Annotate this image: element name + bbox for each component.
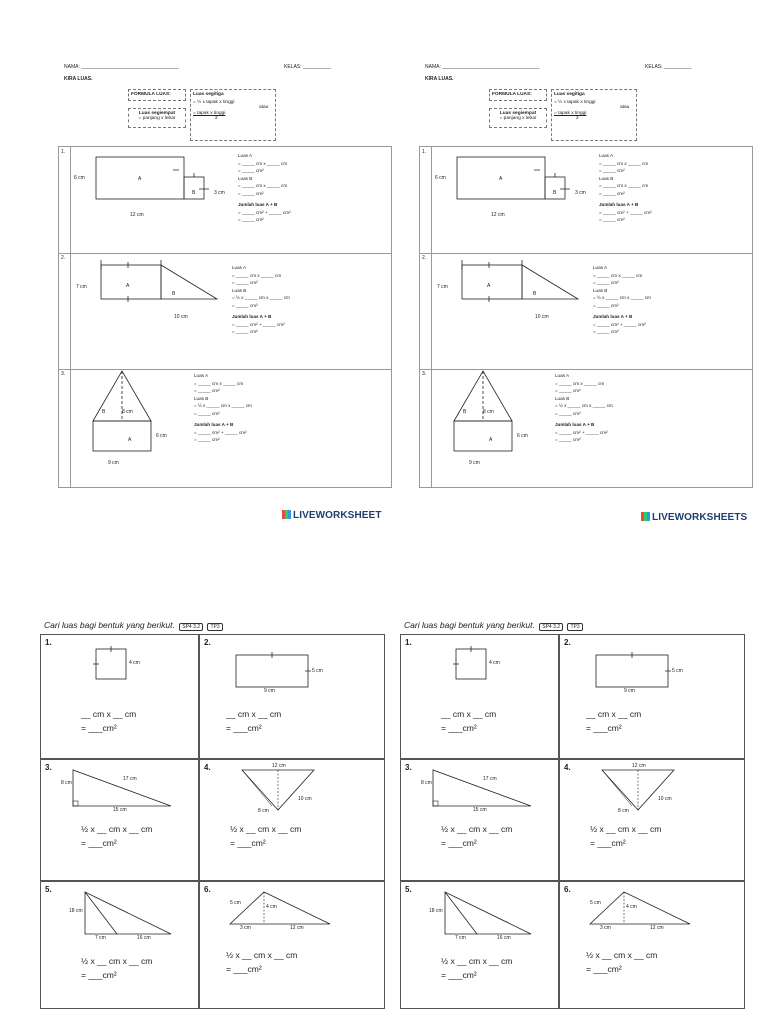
question-number: 3. (61, 371, 66, 377)
shape-label: 9 cm (108, 460, 119, 466)
equation-line2: = ___cm² (81, 723, 117, 733)
q2-working (232, 264, 290, 336)
obtuse-triangle-diagram (200, 882, 386, 942)
cell-number: 4. (564, 763, 571, 772)
dim-label: 9 cm (264, 688, 275, 694)
shape-label: 9 cm (469, 460, 480, 466)
cell-number: 6. (564, 885, 571, 894)
q3-working (194, 372, 252, 444)
title-text: Cari luas bagi bentuk yang berikut. (44, 620, 175, 630)
rect-formula-line2: = panjang x lebar (138, 116, 176, 121)
working-line: Luas B (238, 175, 253, 181)
rect-formula (489, 108, 547, 128)
logo-text: LIVEWORKSHEETS (652, 512, 748, 523)
dim-label: 15 cm (473, 807, 487, 813)
working-line: Jumlah luas A + B (232, 314, 272, 319)
shape-label: A (487, 283, 491, 289)
dim-label: 5 cm (672, 668, 683, 674)
liveworksheet-logo-left (282, 510, 382, 521)
q1-working (238, 152, 291, 224)
sp-tag: SP4 3.2 (539, 623, 563, 631)
logo-icon (641, 512, 650, 521)
shape-label: B (192, 190, 196, 196)
cell-number: 4. (204, 763, 211, 772)
dim-label: 15 cm (113, 807, 127, 813)
equation-line1: ½ x __ cm x __ cm (230, 824, 302, 834)
cell-number: 6. (204, 885, 211, 894)
question-number: 2. (422, 255, 427, 261)
triangles-diagram (41, 882, 200, 942)
working-line: Jumlah luas A + B (194, 422, 234, 427)
working-line: = _____ cm x _____ cm (232, 272, 282, 278)
triangle-diagram (200, 760, 386, 820)
working-line: = _____ cm² (555, 410, 581, 416)
triangle-diagram (560, 760, 746, 820)
working-line: = ½ x _____ cm x _____ cm (232, 295, 290, 300)
rectangle-diagram (560, 635, 746, 705)
working-line: Luas A (232, 265, 247, 270)
dim-label: 8 cm (61, 780, 72, 786)
shape-label: A (138, 176, 142, 182)
shape-label: 7 cm (437, 284, 448, 290)
working-line: = _____ cm x _____ cm (599, 183, 649, 188)
working-line: = _____ cm² (238, 217, 264, 222)
tri-formula-line2: = ½ x tapak x tinggi (193, 100, 235, 105)
working-line: Luas B (232, 287, 247, 293)
equation-line1: ½ x __ cm x __ cm (441, 824, 513, 834)
tri-formula-line3: = tapak x tinggi (554, 111, 587, 116)
working-line: Luas A (194, 373, 209, 378)
formula-title: FORMULA LUAS: (489, 89, 547, 101)
cell-1 (40, 634, 199, 759)
nama-field: NAMA: ___________________________________ (425, 64, 540, 70)
cell-number: 1. (45, 638, 52, 647)
dim-label: 3 cm (240, 925, 251, 931)
cell-number: 5. (405, 885, 412, 894)
shape-label: 3 cm (575, 190, 586, 196)
dim-label: 3 cm (600, 925, 611, 931)
working-line: = _____ cm² (194, 410, 220, 416)
working-line: = _____ cm x _____ cm (194, 380, 244, 386)
equation-line1: ½ x __ cm x __ cm (441, 956, 513, 966)
working-line: = _____ cm x _____ cm (599, 160, 649, 166)
tri-formula (190, 89, 276, 141)
equation-line2: = ___cm² (226, 964, 262, 974)
shape-label: 6 cm (435, 175, 446, 181)
working-line: = _____ cm x _____ cm (238, 183, 288, 188)
heading: KIRA LUAS. (64, 76, 93, 82)
tri-formula-line4: 2 (576, 116, 579, 121)
shape-label: 10 cm (174, 314, 188, 320)
question-number: 1. (422, 149, 427, 155)
title-text: Cari luas bagi bentuk yang berikut. (404, 620, 535, 630)
working-line: = ½ x _____ cm x _____ cm (593, 295, 651, 300)
working-line: = _____ cm² + _____ cm² (194, 429, 247, 435)
dim-label: 10 cm (658, 796, 672, 802)
equation-line1: __ cm x __ cm (81, 709, 137, 719)
dim-label: 12 cm (290, 925, 304, 931)
tri-formula (551, 89, 637, 141)
equation-line2: = ___cm² (586, 964, 622, 974)
dim-label: 4 cm (129, 660, 140, 666)
logo-text: LIVEWORKSHEET (293, 510, 382, 521)
dim-label: 18 cm (69, 908, 83, 914)
working-line: Jumlah luas A + B (238, 202, 278, 207)
question-number: 2. (61, 255, 66, 261)
working-line: = _____ cm² (599, 168, 625, 173)
cell-2 (199, 634, 385, 759)
equation-line2: = ___cm² (441, 970, 477, 980)
dim-label: 8 cm (421, 780, 432, 786)
heading: KIRA LUAS. (425, 76, 454, 82)
equation-line2: = ___cm² (226, 723, 262, 733)
cell-number: 2. (204, 638, 211, 647)
rect-formula-line2: = panjang x lebar (499, 116, 537, 121)
shape-label: 12 cm (491, 212, 505, 218)
cell-1 (400, 634, 559, 759)
q3-rect-a (93, 421, 151, 451)
triangles-diagram (401, 882, 560, 942)
equation-line1: ½ x __ cm x __ cm (226, 950, 298, 960)
shape-label: 3 cm (214, 190, 225, 196)
bottom-title (44, 620, 223, 631)
square-diagram (41, 635, 200, 705)
shape-label: B (102, 409, 106, 415)
equation-line1: __ cm x __ cm (441, 709, 497, 719)
working-line: = _____ cm² (232, 280, 258, 285)
tri-formula-line1: Luas segitiga (554, 92, 585, 97)
q2-triangle-b (161, 265, 217, 299)
dim-label: 4 cm (626, 904, 637, 910)
equation-line1: __ cm x __ cm (226, 709, 282, 719)
dim-label: 17 cm (123, 776, 137, 782)
tri-formula-line4: 2 (215, 116, 218, 121)
working-line: = _____ cm x _____ cm (593, 272, 643, 278)
dim-label: 17 cm (483, 776, 497, 782)
dim-label: 5 cm (312, 668, 323, 674)
q3-working (555, 372, 613, 444)
equation-line1: ½ x __ cm x __ cm (590, 824, 662, 834)
dim-label: 12 cm (632, 763, 646, 769)
cell-number: 3. (45, 763, 52, 772)
equation-line1: ½ x __ cm x __ cm (81, 824, 153, 834)
q3-rect-a (454, 421, 512, 451)
dim-label: 12 cm (650, 925, 664, 931)
rect-formula (128, 108, 186, 128)
working-line: = _____ cm² + _____ cm² (238, 209, 291, 215)
cell-6 (559, 881, 745, 1009)
tri-formula-line1: Luas segitiga (193, 92, 224, 97)
working-line: Luas A (555, 373, 570, 378)
rect-formula-line1: Luas segiempat (499, 111, 537, 116)
rect-formula-line1: Luas segiempat (138, 111, 176, 116)
working-line: Luas B (194, 395, 209, 401)
equation-line1: ½ x __ cm x __ cm (81, 956, 153, 966)
cell-3 (400, 759, 559, 881)
working-line: = ½ x _____ cm x _____ cm (555, 403, 613, 408)
dim-label: 7 cm (95, 935, 106, 941)
dim-label: 8 cm (258, 808, 269, 814)
working-line: = _____ cm² + _____ cm² (593, 321, 646, 327)
working-line: = _____ cm² (555, 437, 581, 442)
q2-working (593, 264, 651, 336)
dim-label: 7 cm (455, 935, 466, 941)
dim-label: 9 cm (624, 688, 635, 694)
cell-5 (400, 881, 559, 1009)
kelas-field: KELAS: __________ (284, 64, 331, 70)
shape-label: A (128, 437, 132, 443)
working-line: Jumlah luas A + B (593, 314, 633, 319)
shape-label: B (172, 291, 176, 297)
working-line: = _____ cm² (194, 388, 220, 393)
equation-line2: = ___cm² (81, 970, 117, 980)
shape-label: B (533, 291, 537, 297)
cell-2 (559, 634, 745, 759)
shape-label: 6 cm (156, 433, 167, 439)
tp-tag: TP3 (567, 623, 582, 631)
dim-label: 16 cm (497, 935, 511, 941)
cell-4 (199, 759, 385, 881)
shape-label: B (463, 409, 467, 415)
working-line: = _____ cm² (238, 190, 264, 196)
working-line: Jumlah luas A + B (599, 202, 639, 207)
working-line: = _____ cm² + _____ cm² (232, 321, 285, 327)
cell-number: 3. (405, 763, 412, 772)
working-line: = _____ cm² + _____ cm² (599, 209, 652, 215)
shape-label: 6 cm (74, 175, 85, 181)
q2-rect-a (101, 265, 161, 299)
equation-line2: = ___cm² (441, 838, 477, 848)
equation-line2: = ___cm² (81, 838, 117, 848)
shape-label: 12 cm (130, 212, 144, 218)
working-line: = _____ cm² (194, 437, 220, 442)
dim-label: 4 cm (489, 660, 500, 666)
working-line: = _____ cm² (593, 302, 619, 308)
nama-field: NAMA: ___________________________________ (64, 64, 179, 70)
q2-triangle-b (522, 265, 578, 299)
cell-5 (40, 881, 199, 1009)
shape-label: A (126, 283, 130, 289)
equation-line2: = ___cm² (441, 723, 477, 733)
shape-label: 8 cm (122, 409, 133, 415)
square-diagram (401, 635, 560, 705)
cell-4 (559, 759, 745, 881)
equation-line1: ½ x __ cm x __ cm (586, 950, 658, 960)
question-number: 3. (422, 371, 427, 377)
obtuse-triangle-diagram (560, 882, 746, 942)
tri-formula-or: atau (620, 105, 630, 110)
working-line: = ½ x _____ cm x _____ cm (194, 403, 252, 408)
dim-label: 12 cm (272, 763, 286, 769)
cell-6 (199, 881, 385, 1009)
q2-rect-a (462, 265, 522, 299)
cell-3 (40, 759, 199, 881)
working-line: Luas B (599, 175, 614, 181)
working-line: = _____ cm² (555, 388, 581, 393)
q1-working (599, 152, 652, 224)
dim-label: 4 cm (266, 904, 277, 910)
working-line: = _____ cm² (232, 302, 258, 308)
shape-label: 7 cm (76, 284, 87, 290)
bottom-title (404, 620, 583, 631)
dim-label: 10 cm (298, 796, 312, 802)
shape-label: A (489, 437, 493, 443)
working-line: = _____ cm² (232, 329, 258, 334)
working-line: Luas A (593, 265, 608, 270)
formula-title: FORMULA LUAS: (128, 89, 186, 101)
dim-label: 5 cm (590, 900, 601, 906)
shape-label: 6 cm (517, 433, 528, 439)
sp-tag: SP4 3.2 (179, 623, 203, 631)
equation-line2: = ___cm² (230, 838, 266, 848)
working-line: = _____ cm x _____ cm (238, 160, 288, 166)
working-line: = _____ cm² + _____ cm² (555, 429, 608, 435)
working-line: = _____ cm x _____ cm (555, 380, 605, 386)
kelas-field: KELAS: __________ (645, 64, 692, 70)
dim-label: 18 cm (429, 908, 443, 914)
working-line: = _____ cm² (599, 217, 625, 222)
equation-line2: = ___cm² (590, 838, 626, 848)
shape-label: 8 cm (483, 409, 494, 415)
tri-formula-or: atau (259, 105, 269, 110)
working-line: = _____ cm² (238, 168, 264, 173)
question-number: 1. (61, 149, 66, 155)
cell-number: 2. (564, 638, 571, 647)
working-line: Luas B (555, 395, 570, 401)
dim-label: 16 cm (137, 935, 151, 941)
liveworksheet-logo-right (641, 512, 747, 523)
shape-label: A (499, 176, 503, 182)
working-line: Jumlah luas A + B (555, 422, 595, 427)
rectangle-diagram (200, 635, 386, 705)
working-line: Luas A (238, 153, 253, 158)
dim-label: 5 cm (230, 900, 241, 906)
tri-formula-line3: = tapak x tinggi (193, 111, 226, 116)
dim-label: 8 cm (618, 808, 629, 814)
working-line: = _____ cm² (593, 329, 619, 334)
cell-number: 5. (45, 885, 52, 894)
shape-label: B (553, 190, 557, 196)
tri-formula-line2: = ½ x tapak x tinggi (554, 100, 596, 105)
working-line: = _____ cm² (599, 190, 625, 196)
equation-line2: = ___cm² (586, 723, 622, 733)
tp-tag: TP3 (207, 623, 222, 631)
shape-label: 10 cm (535, 314, 549, 320)
cell-number: 1. (405, 638, 412, 647)
working-line: Luas B (593, 287, 608, 293)
working-line: Luas A (599, 153, 614, 158)
logo-icon (282, 510, 291, 519)
equation-line1: __ cm x __ cm (586, 709, 642, 719)
working-line: = _____ cm² (593, 280, 619, 285)
